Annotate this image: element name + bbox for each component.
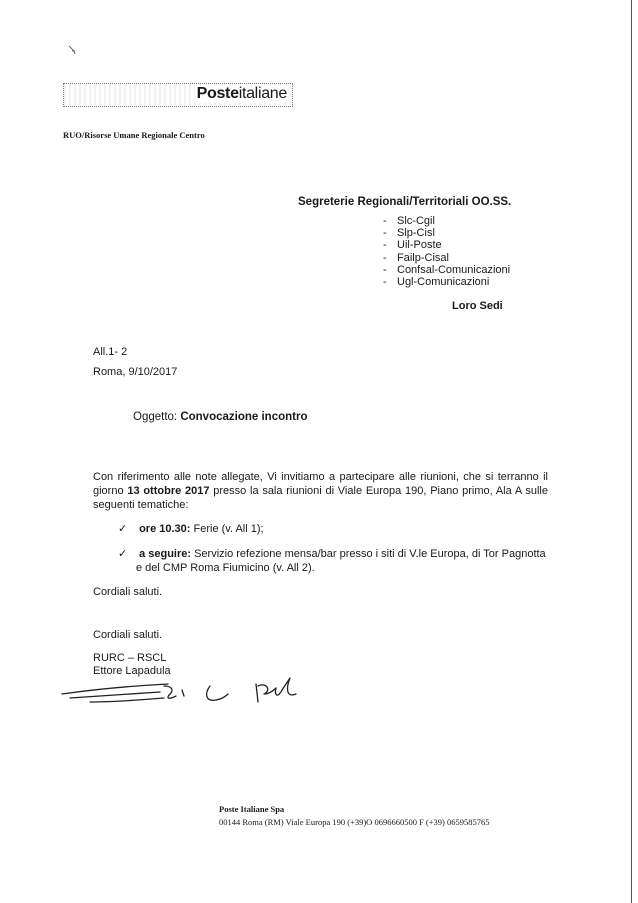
- check-icon: ✓: [118, 523, 128, 535]
- para-part1: Con riferimento alle note allegate, Vi invitiamo a partecipare alle riunioni, che si terranno il giorno: [93, 471, 548, 497]
- list-item: - Failp-Cisal: [383, 252, 510, 264]
- subject-label: Oggetto:: [133, 411, 178, 423]
- topic-item: [118, 547, 558, 575]
- signatory-name: Ettore Lapadula: [93, 665, 171, 677]
- logo-prefix: Poste: [196, 85, 239, 102]
- recipient-title: Segreterie Regionali/Territoriali OO.SS.: [298, 196, 512, 208]
- list-item: - Uil-Poste: [383, 239, 510, 251]
- topic-item: [118, 522, 264, 536]
- footer-address: 00144 Roma (RM) Viale Europa 190 (+39)O 0696660500 F (+39) 0659585765: [219, 817, 490, 827]
- logo-suffix: italiane: [238, 85, 287, 102]
- list-item: - Confsal-Comunicazioni: [383, 264, 510, 276]
- recipient-closing: Loro Sedi: [452, 300, 503, 312]
- signatory-unit: RURC – RSCL: [93, 652, 167, 664]
- poste-italiane-logo: [63, 83, 293, 107]
- topic-label: a seguire:: [139, 548, 192, 560]
- attachments-ref: All.1- 2: [93, 346, 128, 358]
- handwritten-signature: [60, 672, 300, 712]
- topic-text-continued: e del CMP Roma Fiumicino (v. All 2).: [136, 562, 315, 574]
- footer: [219, 803, 490, 829]
- body-paragraph: [93, 470, 548, 512]
- check-icon: ✓: [118, 548, 128, 560]
- topic-label: ore 10.30:: [139, 523, 191, 535]
- list-item: - Ugl-Comunicazioni: [383, 276, 510, 288]
- department-header: RUO/Risorse Umane Regionale Centro: [63, 130, 205, 140]
- logo-text: [195, 85, 289, 103]
- topic-text: Ferie (v. All 1);: [193, 523, 264, 535]
- meeting-date: 13 ottobre 2017: [127, 485, 210, 497]
- closing-greeting: Cordiali saluti.: [93, 586, 163, 598]
- para-part2: presso la sala riunioni di Viale Europa 190, Piano primo, Ala A sulle seguenti tematiche:: [93, 485, 548, 511]
- scan-mark-icon: [68, 45, 82, 59]
- list-item: - Slc-Cgil: [383, 215, 510, 227]
- union-list: [383, 215, 510, 288]
- page-edge: [631, 0, 632, 903]
- closing-greeting: Cordiali saluti.: [93, 629, 163, 641]
- subject-text: Convocazione incontro: [180, 411, 308, 423]
- footer-company: Poste Italiane Spa: [219, 804, 285, 814]
- topic-text: Servizio refezione mensa/bar presso i siti di V.le Europa, di Tor Pagnotta: [194, 548, 546, 560]
- list-item: - Slp-Cisl: [383, 227, 510, 239]
- subject-line: [133, 411, 307, 423]
- place-date: Roma, 9/10/2017: [93, 366, 178, 378]
